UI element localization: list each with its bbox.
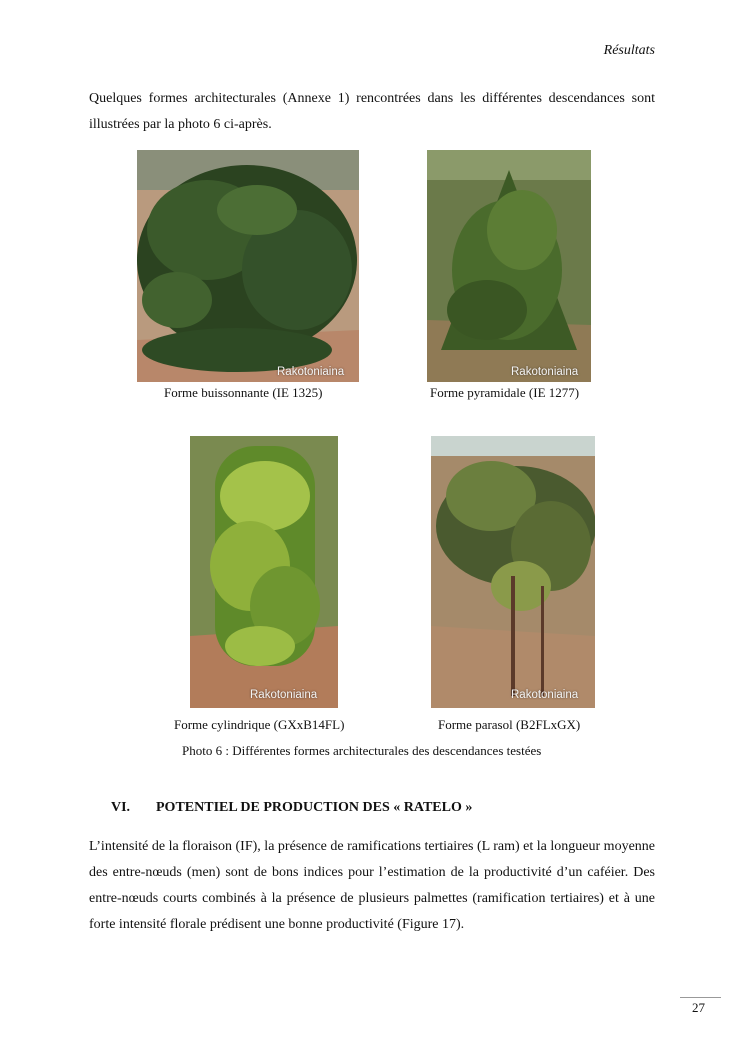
photo-caption-bushy: Forme buissonnante (IE 1325) xyxy=(164,385,323,400)
photo-cylindrical-form xyxy=(190,436,338,708)
photo-parasol-form xyxy=(431,436,595,708)
photo-pyramidal-form xyxy=(427,150,591,382)
section-heading xyxy=(111,800,472,816)
page-number-rule xyxy=(680,997,721,998)
intro-paragraph: Quelques formes architecturales (Annexe 1) rencontrées dans les différentes descendances sont illustrées par la photo 6 ci-après. xyxy=(89,91,655,132)
photo-caption-pyramidal: Forme pyramidale (IE 1277) xyxy=(430,385,580,400)
body-paragraph: L’intensité de la floraison (IF), la présence de ramifications tertiaires (L ram) et la longueur moyenne des entre-nœuds (men) sont de bons indices pour l’estimation de la productivité d’un caféier. Des entre-nœuds courts combinés à la présence de plusieurs palmettes (ramification tertiaires) et à une forte intensité florale prédisent une bonne productivité (Figure 17). xyxy=(89,839,655,932)
photo-caption-cylindrical: Forme cylindrique (GXxB14FL) xyxy=(174,717,345,732)
section-title: POTENTIEL DE PRODUCTION DES « RATELO » xyxy=(156,800,473,815)
photo-credit: Rakotoniaina xyxy=(511,689,579,701)
photo-caption-parasol: Forme parasol (B2FLxGX) xyxy=(438,717,581,732)
photo-credit: Rakotoniaina xyxy=(250,689,318,701)
photo-credit: Rakotoniaina xyxy=(511,366,579,378)
photo-credit: Rakotoniaina xyxy=(277,366,345,378)
photo-bushy-form xyxy=(137,150,359,382)
section-number: VI. xyxy=(111,800,131,815)
running-header: Résultats xyxy=(603,43,655,58)
figure-caption: Photo 6 : Différentes formes architecturales des descendances testées xyxy=(182,743,542,758)
page-number: 27 xyxy=(692,1000,705,1015)
